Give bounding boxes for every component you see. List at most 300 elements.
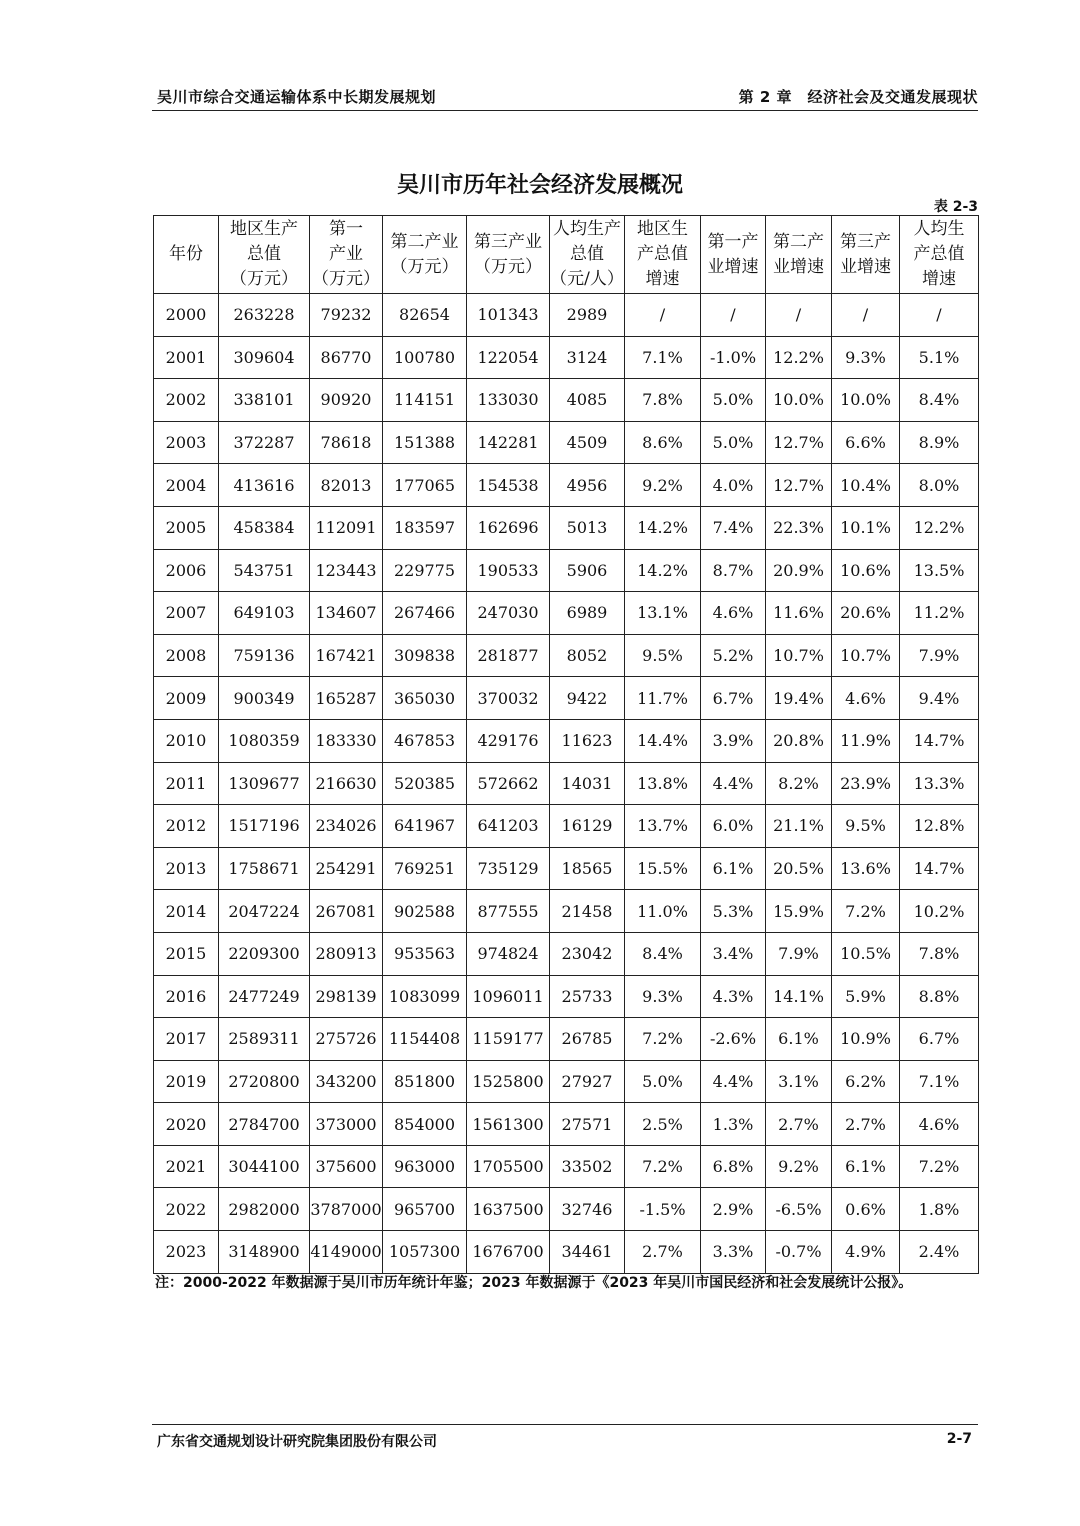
data-cell: 12.7% <box>766 421 832 464</box>
data-cell: 133030 <box>467 379 550 422</box>
data-cell: 6.6% <box>832 421 900 464</box>
data-cell: 7.1% <box>625 336 701 379</box>
data-cell: 122054 <box>467 336 550 379</box>
year-cell: 2014 <box>154 890 219 933</box>
data-cell: 10.0% <box>766 379 832 422</box>
data-cell: 953563 <box>383 932 467 975</box>
year-cell: 2001 <box>154 336 219 379</box>
data-cell: 1705500 <box>467 1145 550 1188</box>
data-cell: 15.5% <box>625 847 701 890</box>
data-cell: 1080359 <box>219 719 310 762</box>
table-row <box>154 1018 979 1061</box>
year-cell: 2004 <box>154 464 219 507</box>
data-cell: 10.0% <box>832 379 900 422</box>
data-cell: 234026 <box>310 805 383 848</box>
column-header-line: 人均生产 <box>553 219 621 239</box>
table-row <box>154 805 979 848</box>
data-cell: 123443 <box>310 549 383 592</box>
data-cell: 82013 <box>310 464 383 507</box>
data-cell: 4.6% <box>832 677 900 720</box>
data-cell: -2.6% <box>701 1018 766 1061</box>
data-cell: 10.6% <box>832 549 900 592</box>
column-header <box>766 216 832 294</box>
data-cell: 298139 <box>310 975 383 1018</box>
year-cell: 2019 <box>154 1060 219 1103</box>
data-cell: 15.9% <box>766 890 832 933</box>
data-cell: 14.4% <box>625 719 701 762</box>
data-cell: 5906 <box>550 549 625 592</box>
data-cell: 20.6% <box>832 592 900 635</box>
column-header-line: 地区生 <box>637 219 688 239</box>
column-header-line: 总值 <box>570 244 604 264</box>
data-cell: 2784700 <box>219 1103 310 1146</box>
data-cell: 0.6% <box>832 1188 900 1231</box>
data-cell: 10.7% <box>766 634 832 677</box>
column-header-line: 第三产业 <box>474 231 542 252</box>
table-source-note: 注：2000-2022 年数据源于吴川市历年统计年鉴；2023 年数据源于《2023 年吴川市国民经济和社会发展统计公报》。 <box>155 1275 913 1291</box>
column-header-line: 人均生 <box>913 219 965 239</box>
data-cell: 267466 <box>383 592 467 635</box>
data-cell: 114151 <box>383 379 467 422</box>
data-cell: 10.1% <box>832 506 900 549</box>
data-cell: 2209300 <box>219 932 310 975</box>
column-header-line: 第一产 <box>707 231 759 252</box>
year-cell: 2012 <box>154 805 219 848</box>
data-cell: 4085 <box>550 379 625 422</box>
data-cell: 3.4% <box>701 932 766 975</box>
data-cell: 2.5% <box>625 1103 701 1146</box>
data-cell: 10.4% <box>832 464 900 507</box>
table-row <box>154 975 979 1018</box>
data-cell: 177065 <box>383 464 467 507</box>
year-cell: 2011 <box>154 762 219 805</box>
data-cell: 190533 <box>467 549 550 592</box>
data-cell: 2.7% <box>766 1103 832 1146</box>
data-cell: 19.4% <box>766 677 832 720</box>
data-cell: 8.9% <box>900 421 979 464</box>
data-cell: 4956 <box>550 464 625 507</box>
header-document-title: 吴川市综合交通运输体系中长期发展规划 <box>157 88 437 106</box>
data-cell: 26785 <box>550 1018 625 1061</box>
data-cell: 373000 <box>310 1103 383 1146</box>
data-cell: 8052 <box>550 634 625 677</box>
data-cell: 11.2% <box>900 592 979 635</box>
data-cell: 4149000 <box>310 1231 383 1274</box>
data-cell: 90920 <box>310 379 383 422</box>
data-cell: 1676700 <box>467 1231 550 1274</box>
data-cell: 12.7% <box>766 464 832 507</box>
data-cell: 7.2% <box>832 890 900 933</box>
data-cell: 6.1% <box>766 1018 832 1061</box>
data-cell: -6.5% <box>766 1188 832 1231</box>
data-cell: 309604 <box>219 336 310 379</box>
data-cell: 1083099 <box>383 975 467 1018</box>
column-header-line: 业增速 <box>840 256 891 277</box>
data-cell: 8.4% <box>900 379 979 422</box>
data-cell: 13.3% <box>900 762 979 805</box>
data-cell: 263228 <box>219 294 310 337</box>
data-cell: 9.2% <box>766 1145 832 1188</box>
data-cell: 458384 <box>219 506 310 549</box>
table-row <box>154 847 979 890</box>
year-cell: 2010 <box>154 719 219 762</box>
data-cell: 134607 <box>310 592 383 635</box>
year-cell: 2005 <box>154 506 219 549</box>
table-row <box>154 506 979 549</box>
data-cell: 641203 <box>467 805 550 848</box>
data-cell: 11.6% <box>766 592 832 635</box>
data-cell: 14.2% <box>625 549 701 592</box>
data-cell: -0.7% <box>766 1231 832 1274</box>
data-cell: 1561300 <box>467 1103 550 1146</box>
table-row <box>154 464 979 507</box>
data-cell: 281877 <box>467 634 550 677</box>
data-cell: 6.8% <box>701 1145 766 1188</box>
data-cell: 4.4% <box>701 1060 766 1103</box>
data-cell: 8.2% <box>766 762 832 805</box>
column-header-line: 产总值 <box>913 244 965 264</box>
column-header-line: 总值 <box>247 244 281 264</box>
data-cell: 5.2% <box>701 634 766 677</box>
data-cell: 78618 <box>310 421 383 464</box>
data-cell: 8.6% <box>625 421 701 464</box>
data-cell: 572662 <box>467 762 550 805</box>
data-cell: 1525800 <box>467 1060 550 1103</box>
table-row <box>154 932 979 975</box>
data-cell: / <box>766 294 832 337</box>
data-cell: 1154408 <box>383 1018 467 1061</box>
data-cell: 1637500 <box>467 1188 550 1231</box>
data-cell: 338101 <box>219 379 310 422</box>
table-row <box>154 762 979 805</box>
data-cell: 14.7% <box>900 847 979 890</box>
data-cell: 3.1% <box>766 1060 832 1103</box>
data-cell: 20.5% <box>766 847 832 890</box>
year-cell: 2021 <box>154 1145 219 1188</box>
column-header-line: 增速 <box>922 269 956 289</box>
column-header-line: 第二产 <box>773 231 824 252</box>
data-cell: 4.3% <box>701 975 766 1018</box>
column-header-line: 第三产 <box>840 231 891 252</box>
data-cell: 1.8% <box>900 1188 979 1231</box>
data-cell: 520385 <box>383 762 467 805</box>
data-cell: 167421 <box>310 634 383 677</box>
data-cell: 2720800 <box>219 1060 310 1103</box>
data-cell: 18565 <box>550 847 625 890</box>
data-cell: 154538 <box>467 464 550 507</box>
data-cell: 3787000 <box>310 1188 383 1231</box>
data-cell: 2.4% <box>900 1231 979 1274</box>
data-cell: 1096011 <box>467 975 550 1018</box>
table-row <box>154 592 979 635</box>
table-row <box>154 1060 979 1103</box>
data-cell: 165287 <box>310 677 383 720</box>
data-cell: 14.7% <box>900 719 979 762</box>
data-cell: 309838 <box>383 634 467 677</box>
year-cell: 2002 <box>154 379 219 422</box>
data-cell: 79232 <box>310 294 383 337</box>
data-cell: 2.7% <box>832 1103 900 1146</box>
data-cell: 854000 <box>383 1103 467 1146</box>
column-header-line: 第一 <box>329 219 363 239</box>
data-cell: 23.9% <box>832 762 900 805</box>
footer-organization: 广东省交通规划设计研究院集团股份有限公司 <box>157 1434 437 1450</box>
year-cell: 2013 <box>154 847 219 890</box>
year-cell: 2016 <box>154 975 219 1018</box>
table-body <box>154 294 979 1274</box>
data-cell: 5013 <box>550 506 625 549</box>
data-cell: 9422 <box>550 677 625 720</box>
data-cell: 6.7% <box>900 1018 979 1061</box>
data-cell: 7.8% <box>625 379 701 422</box>
data-cell: -1.5% <box>625 1188 701 1231</box>
data-cell: 14.1% <box>766 975 832 1018</box>
column-header-line: （万元） <box>474 256 542 277</box>
column-header-line: 业增速 <box>707 256 759 277</box>
column-header <box>832 216 900 294</box>
data-cell: 11.9% <box>832 719 900 762</box>
column-header <box>550 216 625 294</box>
data-cell: 9.3% <box>832 336 900 379</box>
data-cell: 3.9% <box>701 719 766 762</box>
data-cell: 5.0% <box>701 379 766 422</box>
data-cell: 965700 <box>383 1188 467 1231</box>
data-cell: 9.4% <box>900 677 979 720</box>
data-cell: / <box>900 294 979 337</box>
data-cell: 759136 <box>219 634 310 677</box>
data-cell: 877555 <box>467 890 550 933</box>
data-cell: 10.7% <box>832 634 900 677</box>
data-cell: 12.2% <box>900 506 979 549</box>
column-header-line: 年份 <box>169 244 203 264</box>
data-cell: 1057300 <box>383 1231 467 1274</box>
data-cell: 11623 <box>550 719 625 762</box>
data-cell: 22.3% <box>766 506 832 549</box>
data-cell: 1758671 <box>219 847 310 890</box>
data-cell: 82654 <box>383 294 467 337</box>
data-cell: 7.9% <box>766 932 832 975</box>
data-cell: 151388 <box>383 421 467 464</box>
data-cell: 10.2% <box>900 890 979 933</box>
data-cell: 7.2% <box>625 1018 701 1061</box>
data-cell: 229775 <box>383 549 467 592</box>
header-rule <box>152 110 978 111</box>
data-cell: 162696 <box>467 506 550 549</box>
data-cell: 11.0% <box>625 890 701 933</box>
header-chapter-title: 第 2 章 经济社会及交通发展现状 <box>738 88 978 106</box>
data-cell: 34461 <box>550 1231 625 1274</box>
data-cell: 13.6% <box>832 847 900 890</box>
data-cell: 4509 <box>550 421 625 464</box>
data-cell: 280913 <box>310 932 383 975</box>
data-cell: 372287 <box>219 421 310 464</box>
data-cell: 33502 <box>550 1145 625 1188</box>
data-cell: 370032 <box>467 677 550 720</box>
table-row <box>154 1188 979 1231</box>
table-row <box>154 379 979 422</box>
data-cell: 7.4% <box>701 506 766 549</box>
data-cell: 963000 <box>383 1145 467 1188</box>
data-cell: 5.9% <box>832 975 900 1018</box>
year-cell: 2017 <box>154 1018 219 1061</box>
table-row <box>154 421 979 464</box>
table-row <box>154 719 979 762</box>
data-cell: 3044100 <box>219 1145 310 1188</box>
year-cell: 2023 <box>154 1231 219 1274</box>
data-cell: 900349 <box>219 677 310 720</box>
data-cell: 20.9% <box>766 549 832 592</box>
footer-rule <box>152 1424 978 1425</box>
data-cell: 27571 <box>550 1103 625 1146</box>
data-cell: 100780 <box>383 336 467 379</box>
data-cell: 5.0% <box>625 1060 701 1103</box>
data-cell: 2.7% <box>625 1231 701 1274</box>
year-cell: 2022 <box>154 1188 219 1231</box>
data-cell: 21.1% <box>766 805 832 848</box>
data-cell: 247030 <box>467 592 550 635</box>
data-cell: 641967 <box>383 805 467 848</box>
data-cell: 1.3% <box>701 1103 766 1146</box>
column-header-line: （万元） <box>390 256 459 277</box>
data-cell: 2982000 <box>219 1188 310 1231</box>
data-cell: 375600 <box>310 1145 383 1188</box>
data-cell: 2047224 <box>219 890 310 933</box>
data-cell: 12.2% <box>766 336 832 379</box>
data-cell: 13.5% <box>900 549 979 592</box>
data-cell: 4.6% <box>900 1103 979 1146</box>
table-title: 吴川市历年社会经济发展概况 <box>396 173 683 198</box>
data-cell: 25733 <box>550 975 625 1018</box>
data-cell: 429176 <box>467 719 550 762</box>
data-cell: 9.2% <box>625 464 701 507</box>
data-cell: 8.0% <box>900 464 979 507</box>
data-cell: 467853 <box>383 719 467 762</box>
data-cell: 183597 <box>383 506 467 549</box>
column-header-line: （万元） <box>312 269 380 289</box>
data-cell: 6.1% <box>701 847 766 890</box>
column-header <box>625 216 701 294</box>
data-cell: 7.2% <box>625 1145 701 1188</box>
economic-data-table <box>153 215 979 1274</box>
data-cell: 6.1% <box>832 1145 900 1188</box>
data-cell: 13.8% <box>625 762 701 805</box>
column-header-line: （元/人） <box>550 269 624 289</box>
column-header-line: 地区生产 <box>230 219 298 239</box>
data-cell: 5.1% <box>900 336 979 379</box>
data-cell: 267081 <box>310 890 383 933</box>
data-cell: 16129 <box>550 805 625 848</box>
data-cell: 851800 <box>383 1060 467 1103</box>
data-cell: 3148900 <box>219 1231 310 1274</box>
data-cell: / <box>701 294 766 337</box>
data-cell: 5.3% <box>701 890 766 933</box>
table-row <box>154 336 979 379</box>
year-cell: 2020 <box>154 1103 219 1146</box>
year-cell: 2015 <box>154 932 219 975</box>
year-cell: 2006 <box>154 549 219 592</box>
data-cell: / <box>832 294 900 337</box>
data-cell: 27927 <box>550 1060 625 1103</box>
year-cell: 2007 <box>154 592 219 635</box>
data-cell: 1159177 <box>467 1018 550 1061</box>
year-cell: 2008 <box>154 634 219 677</box>
data-cell: 4.6% <box>701 592 766 635</box>
column-header <box>219 216 310 294</box>
data-cell: 974824 <box>467 932 550 975</box>
data-cell: 365030 <box>383 677 467 720</box>
data-cell: 6.0% <box>701 805 766 848</box>
data-cell: 216630 <box>310 762 383 805</box>
data-cell: 32746 <box>550 1188 625 1231</box>
data-cell: 10.9% <box>832 1018 900 1061</box>
data-cell: 8.4% <box>625 932 701 975</box>
data-cell: 8.8% <box>900 975 979 1018</box>
data-cell: 3124 <box>550 336 625 379</box>
data-cell: 2989 <box>550 294 625 337</box>
data-cell: 12.8% <box>900 805 979 848</box>
data-cell: 254291 <box>310 847 383 890</box>
data-cell: 3.3% <box>701 1231 766 1274</box>
column-header-line: 产业 <box>329 244 363 264</box>
column-header-line: （万元） <box>230 269 298 289</box>
data-cell: 902588 <box>383 890 467 933</box>
data-cell: 4.0% <box>701 464 766 507</box>
data-cell: 9.5% <box>625 634 701 677</box>
table-row <box>154 1103 979 1146</box>
year-cell: 2003 <box>154 421 219 464</box>
data-cell: 6.7% <box>701 677 766 720</box>
table-header-row <box>154 216 979 294</box>
data-cell: 13.7% <box>625 805 701 848</box>
data-cell: 9.5% <box>832 805 900 848</box>
data-cell: 769251 <box>383 847 467 890</box>
data-cell: 101343 <box>467 294 550 337</box>
column-header-line: 业增速 <box>773 256 824 277</box>
data-cell: 14031 <box>550 762 625 805</box>
data-cell: 1517196 <box>219 805 310 848</box>
data-cell: 9.3% <box>625 975 701 1018</box>
column-header <box>310 216 383 294</box>
data-cell: 13.1% <box>625 592 701 635</box>
data-cell: 7.8% <box>900 932 979 975</box>
table-row <box>154 677 979 720</box>
data-cell: / <box>625 294 701 337</box>
table-row <box>154 549 979 592</box>
data-cell: 112091 <box>310 506 383 549</box>
year-cell: 2009 <box>154 677 219 720</box>
data-cell: 2589311 <box>219 1018 310 1061</box>
data-cell: 142281 <box>467 421 550 464</box>
table-row <box>154 1231 979 1274</box>
data-cell: 5.0% <box>701 421 766 464</box>
column-header <box>701 216 766 294</box>
data-cell: 7.9% <box>900 634 979 677</box>
data-cell: 6989 <box>550 592 625 635</box>
data-cell: 343200 <box>310 1060 383 1103</box>
table-row <box>154 890 979 933</box>
data-cell: 1309677 <box>219 762 310 805</box>
data-cell: 735129 <box>467 847 550 890</box>
data-cell: 183330 <box>310 719 383 762</box>
column-header-line: 第二产业 <box>390 231 459 252</box>
table-row <box>154 634 979 677</box>
column-header <box>154 216 219 294</box>
column-header-line: 增速 <box>645 269 680 289</box>
data-cell: 11.7% <box>625 677 701 720</box>
data-cell: -1.0% <box>701 336 766 379</box>
column-header <box>900 216 979 294</box>
column-header <box>467 216 550 294</box>
